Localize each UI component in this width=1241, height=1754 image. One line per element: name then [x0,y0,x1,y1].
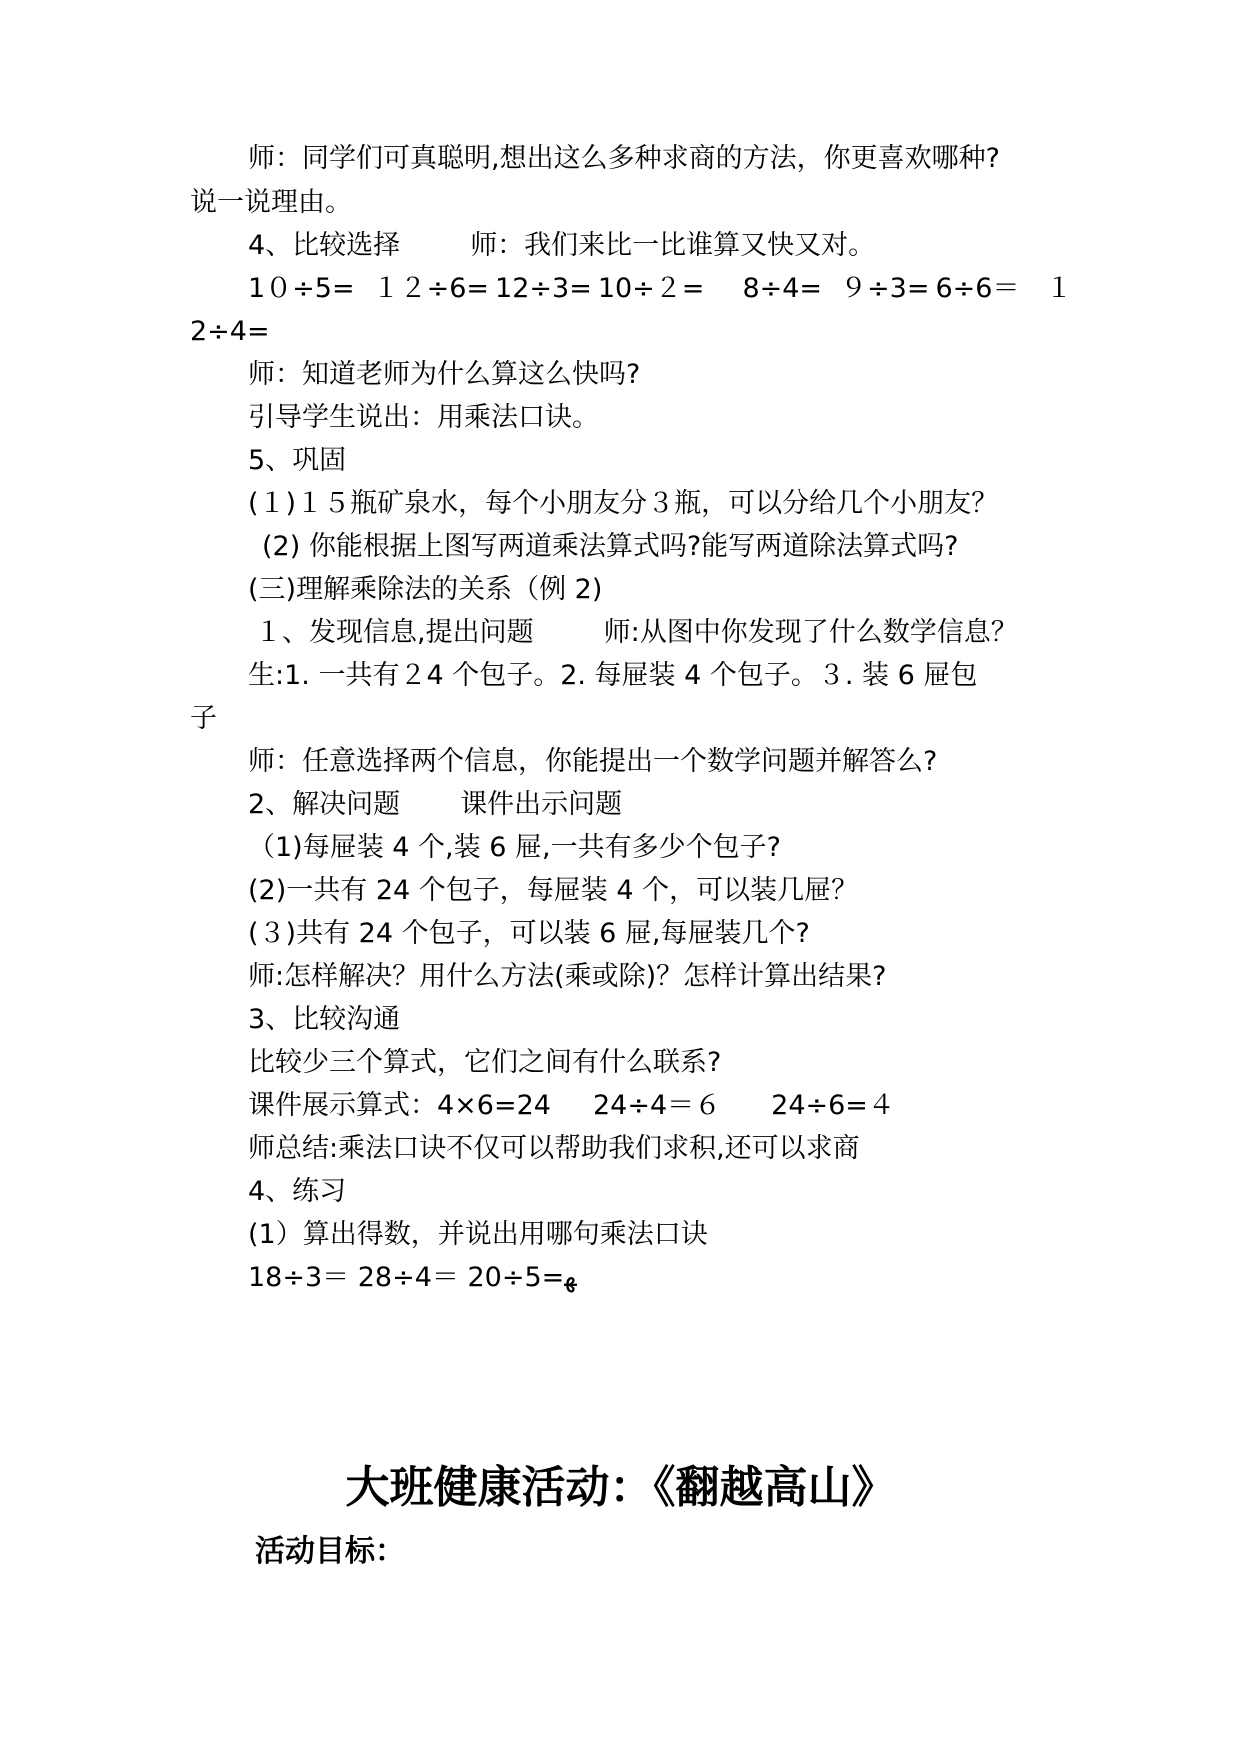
text-line [255,616,1018,650]
text-line: 师:怎样解决？用什么方法(乘或除)？怎样计算出结果? [248,961,887,992]
text-line: (1）算出得数，并说出用哪句乘法口诀 [248,1219,708,1250]
text-line [248,1089,895,1123]
equation-row [248,272,1072,306]
text-line: (2)一共有 24 个包子，每屉装 4 个，可以装几屉？ [248,875,859,906]
section-heading: (三)理解乘除法的关系（例 2) [248,574,603,605]
equation: 课件展示算式：4×6=24 [248,1090,551,1121]
text-line: (2) 你能根据上图写两道乘法算式吗?能写两道除法算式吗? [262,531,959,562]
equation: 10÷２= [597,273,705,304]
equation: 24÷6=４ [771,1090,895,1121]
teacher-line: 师:从图中你发现了什么数学信息？ [603,617,1018,648]
text-line: 比较少三个算式，它们之间有什么联系? [248,1047,722,1078]
document-title: 大班健康活动：《翻越高山》 [345,1462,896,1513]
text-line [248,788,622,822]
section-heading: 2、解决问题 [248,789,401,820]
text-line: (１)１５瓶矿泉水，每个小朋友分３瓶，可以分给几个小朋友？ [248,488,999,519]
equation: 8÷4= [742,273,823,304]
equation: ９÷3= [840,273,930,304]
text-line: 师：任意选择两个信息，你能提出一个数学问题并解答么? [248,746,938,777]
teacher-line: 师：我们来比一比谁算又快又对。 [470,230,876,261]
text-line: （1)每屉装 4 个,装 6 屉,一共有多少个包子? [248,832,781,863]
equation-row: 18÷3＝ 28÷4＝ 20÷5=ﻬ [248,1262,577,1293]
section-heading: 4、比较选择 [248,230,401,261]
section-subtitle: 活动目标： [255,1534,405,1569]
text-line: 师总结:乘法口诀不仅可以帮助我们求积,还可以求商 [248,1133,860,1164]
section-heading: 3、比较沟通 [248,1004,401,1035]
equation: 6÷6＝ [935,273,1020,304]
text-line [248,229,875,263]
text-line: 说一说理由。 [190,187,352,218]
equation: １ [1045,273,1073,304]
section-heading: １、发现信息,提出问题 [255,617,534,648]
section-heading: 4、练习 [248,1176,347,1207]
text-line: 2÷4= [190,316,270,347]
text-line: 子 [190,703,217,734]
text-line: 师：同学们可真聪明,想出这么多种求商的方法，你更喜欢哪种? [248,143,1000,174]
equation: 24÷4＝６ [592,1090,722,1121]
section-heading: 5、巩固 [248,445,347,476]
equation: 12÷3= [495,273,592,304]
text-line: 引导学生说出：用乘法口诀。 [248,402,599,433]
equation: １２÷6= [372,273,490,304]
text-line: 师：知道老师为什么算这么快吗? [248,359,641,390]
text-line: (３)共有 24 个包子，可以装 6 屉,每屉装几个? [248,918,810,949]
text-line: 生:1. 一共有２4 个包子。2. 每屉装 4 个包子。３. 装 6 屉包 [248,660,978,691]
text-segment: 课件出示问题 [460,789,623,820]
equation: 1０÷5= [248,273,355,304]
